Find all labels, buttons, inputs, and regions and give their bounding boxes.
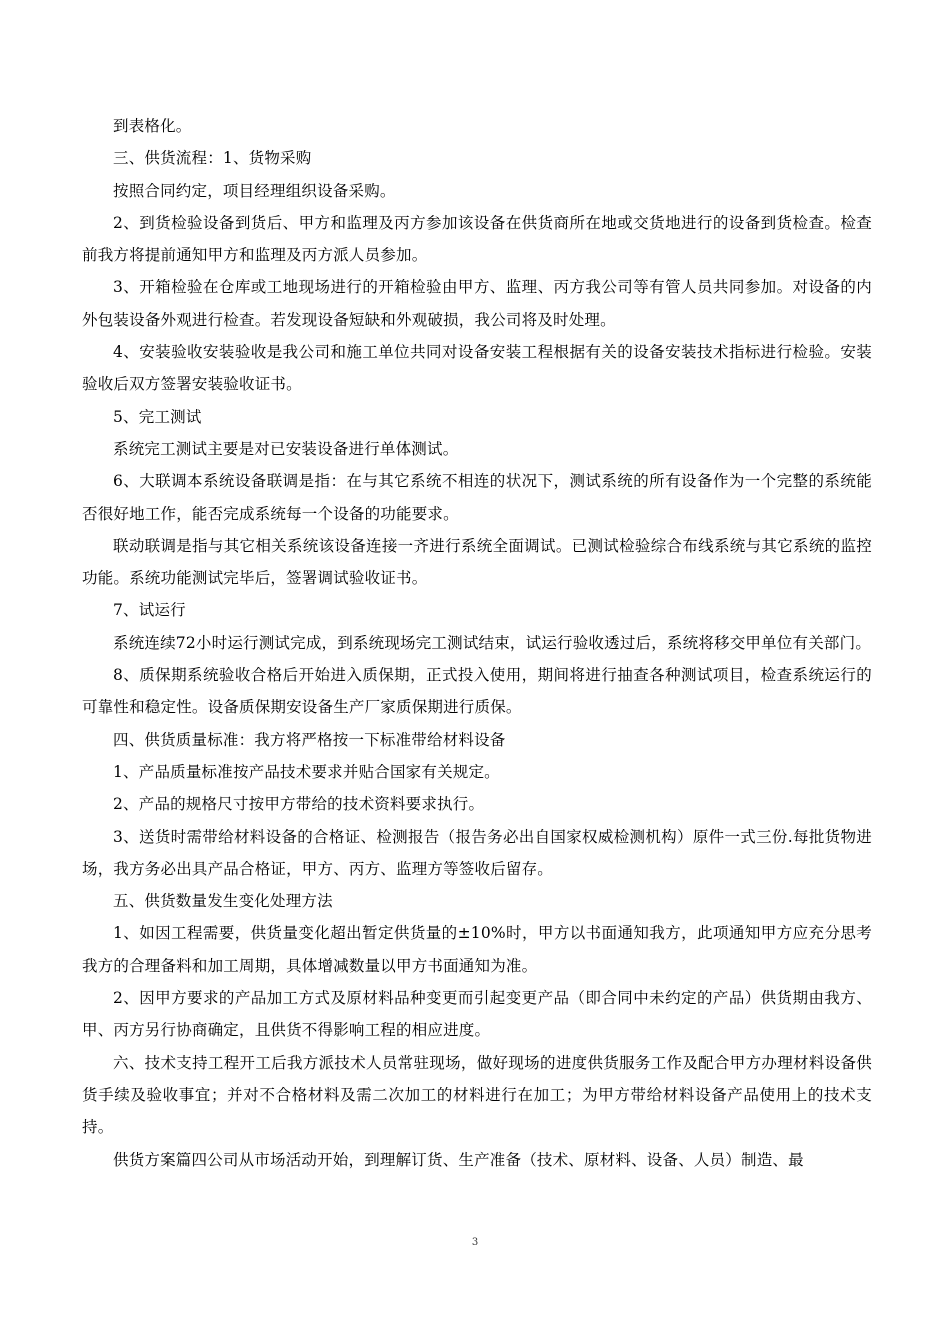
paragraph: 供货方案篇四公司从市场活动开始，到理解订货、生产准备（技术、原材料、设备、人员）制造、最 [113,1150,804,1169]
list-item: 5、完工测试 [113,407,202,426]
paragraph: 系统连续72小时运行测试完成，到系统现场完工测试结束，试运行验收透过后，系统将移交甲单位有关部门。 [113,633,872,652]
list-item: 3、送货时需带给材料设备的合格证、检测报告（报告务必出自国家权威检测机构）原件一式三份.每批货物进场，我方务必出具产品合格证，甲方、丙方、监理方等签收后留存。 [82,827,872,878]
list-item: 2、产品的规格尺寸按甲方带给的技术资料要求执行。 [113,795,485,814]
list-item: 1、产品质量标准按产品技术要求并贴合国家有关规定。 [113,762,500,781]
list-item: 1、如因工程需要，供货量变化超出暂定供货量的±10%时，甲方以书面通知我方，此项通知甲方应充分思考我方的合理备料和加工周期，具体增减数量以甲方书面通知为准。 [82,924,872,975]
section-heading-quantity-change: 五、供货数量发生变化处理方法 [113,892,333,911]
paragraph: 联动联调是指与其它相关系统该设备连接一齐进行系统全面调试。已测试检验综合布线系统与其它系统的监控功能。系统功能测试完毕后，签署调试验收证书。 [82,536,872,588]
paragraph: 按照合同约定，项目经理组织设备采购。 [113,181,396,200]
document-body [82,110,872,1176]
list-item: 2、因甲方要求的产品加工方式及原材料品种变更而引起变更产品（即合同中未约定的产品）供货期由我方、甲、丙方另行协商确定，且供货不得影响工程的相应进度。 [82,989,872,1040]
list-item: 6、大联调本系统设备联调是指：在与其它系统不相连的状况下，测试系统的所有设备作为一个完整的系统能否很好地工作，能否完成系统每一个设备的功能要求。 [82,472,872,523]
paragraph: 系统完工测试主要是对已安装设备进行单体测试。 [113,439,459,458]
list-item: 3、开箱检验在仓库或工地现场进行的开箱检验由甲方、监理、丙方我公司等有管人员共同参加。对设备的内外包装设备外观进行检查。若发现设备短缺和外观破损，我公司将及时处理。 [82,278,872,329]
list-item: 2、到货检验设备到货后、甲方和监理及丙方参加该设备在供货商所在地或交货地进行的设备到货检查。检查前我方将提前通知甲方和监理及丙方派人员参加。 [82,213,872,265]
list-item: 4、安装验收安装验收是我公司和施工单位共同对设备安装工程根据有关的设备安装技术指标进行检验。安装验收后双方签署安装验收证书。 [82,343,872,394]
list-item: 8、质保期系统验收合格后开始进入质保期，正式投入使用，期间将进行抽查各种测试项目，检查系统运行的可靠性和稳定性。设备质保期安设备生产厂家质保期进行质保。 [82,666,872,717]
section-heading-supply-process: 三、供货流程：1、货物采购 [113,149,312,168]
paragraph: 到表格化。 [113,117,192,135]
list-item: 7、试运行 [113,601,186,620]
section-heading-technical-support: 六、技术支持工程开工后我方派技术人员常驻现场，做好现场的进度供货服务工作及配合甲方办理材料设备供货手续及验收事宜；并对不合格材料及需二次加工的材料进行在加工；为甲方带给材料设备产品使用上的技术支持。 [82,1053,872,1137]
section-heading-quality-standard: 四、供货质量标准：我方将严格按一下标准带给材料设备 [113,730,506,749]
page-number: 3 [471,1237,479,1248]
